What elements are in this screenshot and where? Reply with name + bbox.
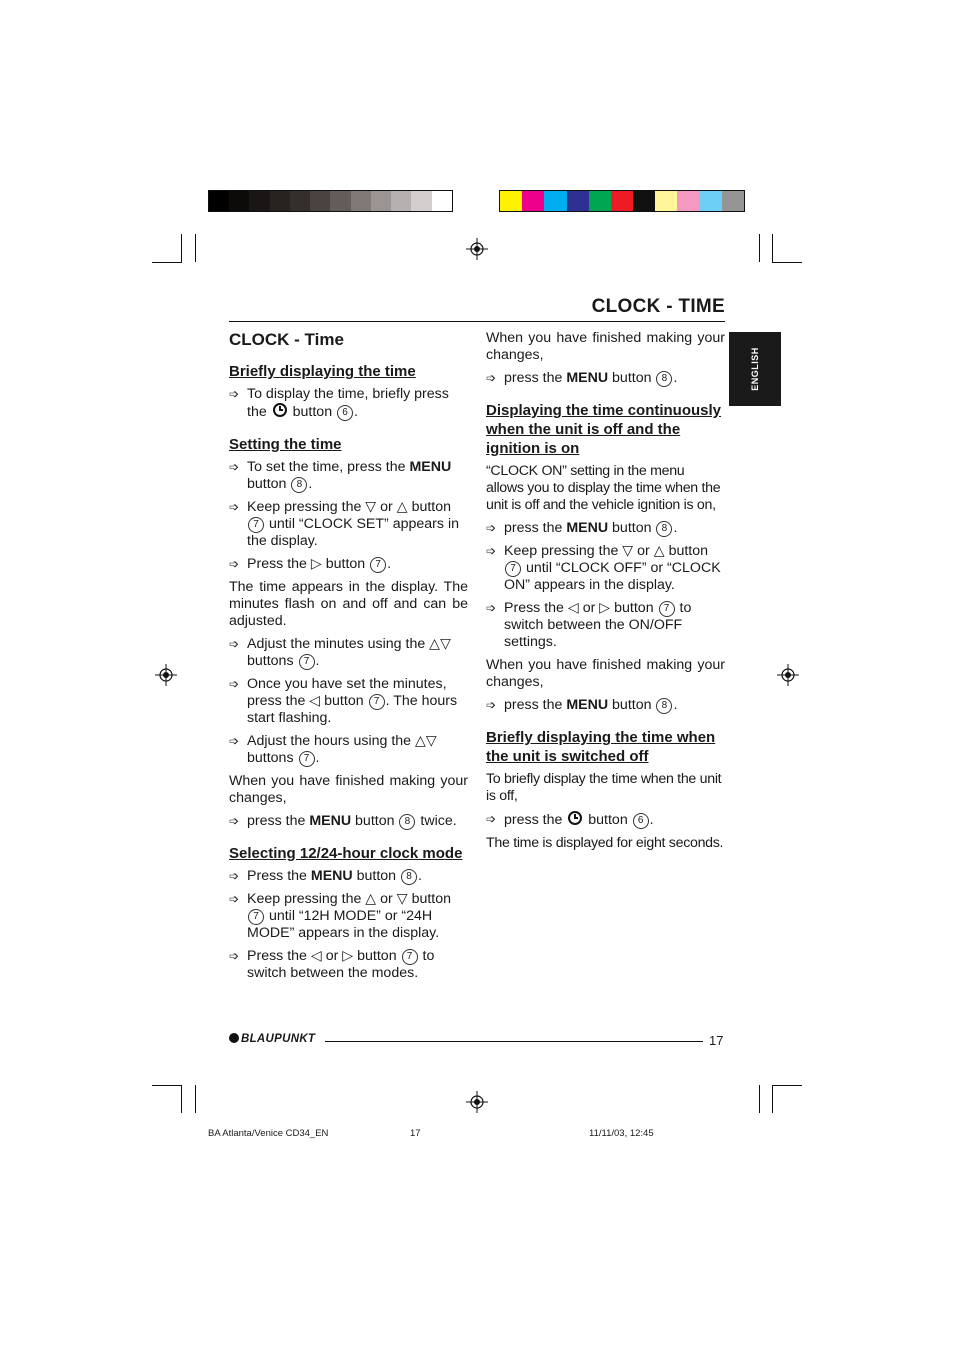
color-swatch (611, 191, 633, 211)
registration-mark-icon (466, 238, 488, 260)
arrow-bullet-icon: ➩ (486, 371, 497, 385)
subsection-title: Setting the time (229, 436, 342, 453)
arrow-bullet-icon: ➩ (229, 557, 240, 571)
language-tab (729, 332, 781, 406)
circled-number-icon: 8 (656, 521, 672, 537)
crop-mark (195, 234, 196, 262)
circled-number-icon: 6 (633, 813, 649, 829)
arrow-bullet-icon: ➩ (486, 601, 497, 615)
header-rule (229, 321, 725, 322)
circled-number-icon: 7 (370, 557, 386, 573)
color-swatch (209, 191, 229, 211)
section-heading: CLOCK - Time (229, 330, 344, 349)
arrow-bullet-icon: ➩ (229, 460, 240, 474)
arrow-bullet-icon: ➩ (229, 869, 240, 883)
color-swatch (567, 191, 589, 211)
crop-mark (152, 1085, 182, 1086)
instruction-step: ➩ press the MENU button 8 . (486, 697, 678, 713)
page-number: 17 (709, 1033, 724, 1048)
crop-mark (772, 234, 773, 262)
paragraph: When you have finished making your changes, (229, 773, 468, 806)
color-swatch (229, 191, 249, 211)
paragraph: “CLOCK ON” setting in the menu allows you to display the time when the unit is off and the vehicle ignition is on, (486, 463, 721, 513)
circled-number-icon: 7 (248, 909, 264, 925)
color-swatch (270, 191, 290, 211)
color-swatch (589, 191, 611, 211)
crop-mark (772, 1085, 802, 1086)
instruction-step: ➩ To display the time, briefly press the button 6 . (229, 386, 449, 420)
instruction-step: ➩ Adjust the minutes using the △▽ buttons 7 . (229, 636, 452, 669)
instruction-step: ➩ Adjust the hours using the △▽ buttons 7 . (229, 733, 437, 766)
circled-number-icon: 8 (399, 814, 415, 830)
left-column (229, 330, 468, 988)
paragraph: When you have finished making your changes, (486, 657, 725, 690)
color-swatch (432, 191, 452, 211)
instruction-step: ➩ Keep pressing the ▽ or △ button 7 until “CLOCK OFF” or “CLOCK ON” appears in the display. (486, 543, 721, 593)
color-swatch (722, 191, 744, 211)
instruction-step: ➩ press the MENU button 8 twice. (229, 813, 457, 829)
instruction-step: ➩ Keep pressing the △ or ▽ button 7 until “12H MODE” or “24H MODE” appears in the display. (229, 891, 452, 941)
color-swatch (310, 191, 330, 211)
arrow-bullet-icon: ➩ (486, 521, 497, 535)
registration-mark-icon (777, 664, 799, 686)
circled-number-icon: 7 (402, 949, 418, 965)
paragraph: To briefly display the time when the unit is off, (486, 771, 722, 804)
crop-mark (772, 262, 802, 263)
crop-mark (759, 234, 760, 262)
clock-button-icon (568, 811, 582, 825)
instruction-step: ➩ Press the MENU button 8 . (229, 868, 422, 884)
arrow-bullet-icon: ➩ (486, 698, 497, 712)
color-swatch (330, 191, 350, 211)
crop-mark (759, 1085, 760, 1113)
color-swatch (391, 191, 411, 211)
color-swatch (371, 191, 391, 211)
instruction-step: ➩ Once you have set the minutes, press the ◁ button 7 . The hours start flashing. (229, 676, 458, 726)
circled-number-icon: 8 (656, 371, 672, 387)
arrow-bullet-icon: ➩ (486, 544, 497, 558)
circled-number-icon: 7 (299, 751, 315, 767)
subsection-title: Briefly displaying the time (229, 363, 416, 380)
color-swatch (249, 191, 269, 211)
color-swatch (633, 191, 655, 211)
crop-mark (772, 1085, 773, 1113)
imprint-file: BA Atlanta/Venice CD34_EN (208, 1128, 329, 1139)
circled-number-icon: 7 (248, 517, 264, 533)
circled-number-icon: 8 (291, 477, 307, 493)
crop-mark (181, 234, 182, 262)
arrow-bullet-icon: ➩ (229, 500, 240, 514)
arrow-bullet-icon: ➩ (229, 814, 240, 828)
registration-mark-icon (466, 1091, 488, 1113)
paragraph: The time appears in the display. The minutes flash on and off and can be adjusted. (229, 579, 468, 629)
grey-calibration-strip (208, 190, 453, 212)
circled-number-icon: 7 (505, 561, 521, 577)
color-swatch (411, 191, 431, 211)
color-swatch (677, 191, 699, 211)
instruction-step: ➩ Press the ▷ button 7 . (229, 556, 392, 572)
color-swatch (655, 191, 677, 211)
instruction-step: ➩ Press the ◁ or ▷ button 7 to switch between the modes. (229, 948, 435, 981)
footer-rule (325, 1041, 703, 1042)
color-swatch (290, 191, 310, 211)
color-swatch (522, 191, 544, 211)
arrow-bullet-icon: ➩ (229, 637, 240, 651)
imprint-page: 17 (410, 1128, 421, 1139)
instruction-step: ➩ Press the ◁ or ▷ button 7 to switch between the ON/OFF settings. (486, 600, 692, 650)
right-column (486, 330, 725, 858)
color-swatch (544, 191, 566, 211)
arrow-bullet-icon: ➩ (229, 892, 240, 906)
clock-button-icon (273, 403, 287, 417)
color-swatch (500, 191, 522, 211)
arrow-bullet-icon: ➩ (486, 812, 497, 826)
circled-number-icon: 7 (369, 694, 385, 710)
imprint-date: 11/11/03, 12:45 (589, 1128, 654, 1139)
brand-logo: BLAUPUNKT (229, 1033, 315, 1045)
circled-number-icon: 7 (299, 654, 315, 670)
instruction-step: ➩ press the button 6 . (486, 812, 654, 828)
color-swatch (351, 191, 371, 211)
crop-mark (152, 262, 182, 263)
subsection-title: Briefly displaying the time when the unit is switched off (486, 729, 716, 765)
crop-mark (195, 1085, 196, 1113)
circled-number-icon: 8 (656, 698, 672, 714)
arrow-bullet-icon: ➩ (229, 387, 240, 401)
arrow-bullet-icon: ➩ (229, 949, 240, 963)
arrow-bullet-icon: ➩ (229, 734, 240, 748)
circled-number-icon: 6 (337, 405, 353, 421)
registration-mark-icon (155, 664, 177, 686)
paragraph: The time is displayed for eight seconds. (486, 835, 724, 851)
circled-number-icon: 7 (659, 601, 675, 617)
page-title: CLOCK - TIME (591, 296, 725, 317)
subsection-title: Displaying the time continuously when the unit is off and the ignition is on (486, 402, 722, 457)
subsection-title: Selecting 12/24-hour clock mode (229, 845, 463, 862)
crop-mark (181, 1085, 182, 1113)
instruction-step: ➩ press the MENU button 8 . (486, 520, 678, 536)
instruction-step: ➩ press the MENU button 8 . (486, 370, 678, 386)
instruction-step: ➩ To set the time, press the MENU button 8 . (229, 459, 452, 492)
color-swatch (700, 191, 722, 211)
circled-number-icon: 8 (401, 869, 417, 885)
instruction-step: ➩ Keep pressing the ▽ or △ button 7 until “CLOCK SET” appears in the display. (229, 499, 459, 549)
paragraph: When you have finished making your changes, (486, 330, 725, 363)
arrow-bullet-icon: ➩ (229, 677, 240, 691)
color-calibration-strip (499, 190, 745, 212)
logo-dot-icon (229, 1033, 239, 1043)
language-tab-label: ENGLISH (750, 347, 760, 391)
